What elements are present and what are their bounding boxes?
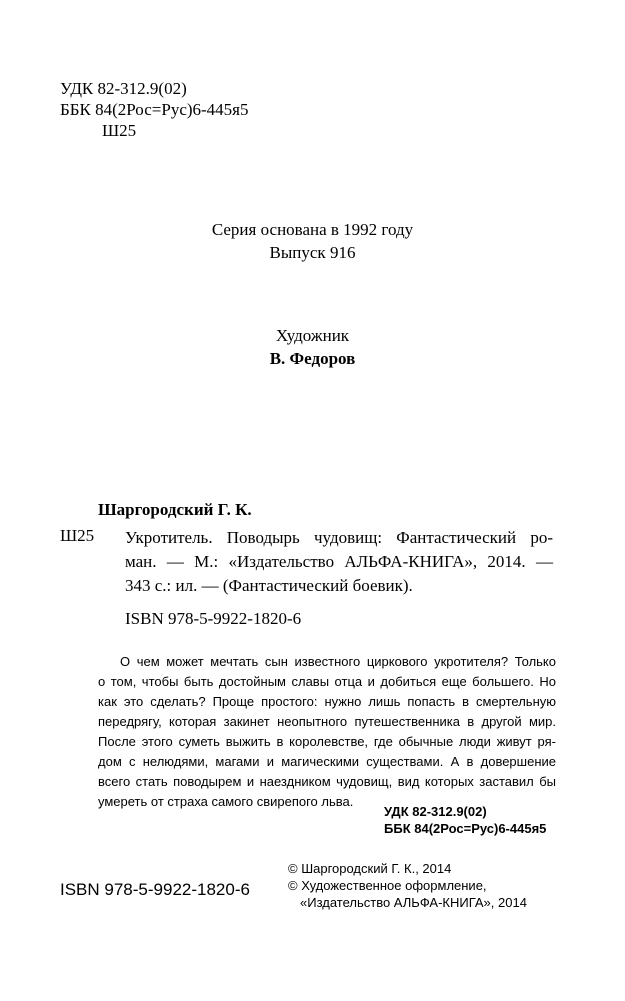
bbk-code: ББК 84(2Рос=Рус)6-445я5 [60, 100, 249, 119]
bib-description [125, 526, 553, 598]
annotation-line: передрягу, которая закинет неопытного путешественника в другой мир. [98, 714, 556, 729]
bib-line: 343 с.: ил. — (Фантастический боевик). [125, 576, 413, 595]
series-founded: Серия основана в 1992 году [211, 220, 414, 239]
bib-line: Укротитель. Поводырь чудовищ: Фантастический ро- [125, 528, 553, 547]
bbk-code-bottom: ББК 84(2Рос=Рус)6-445я5 [384, 821, 547, 836]
bib-line: ман. — М.: «Издательство АЛЬФА-КНИГА», 2014. — [125, 552, 553, 571]
bib-author-mark: Ш25 [60, 526, 95, 545]
bib-author: Шаргородский Г. К. [98, 500, 252, 519]
annotation-line: умереть от страха самого свирепого льва. [98, 794, 354, 809]
bib-isbn: ISBN 978-5-9922-1820-6 [125, 609, 302, 628]
annotation-line: как это сделать? Проще простого: нужно лишь попасть в смертельную [98, 694, 556, 709]
artist-label: Художник [275, 326, 350, 345]
annotation-line: После этого суметь выжить в королевстве, где обычные люди живут ря- [98, 734, 556, 749]
annotation-line: дом с нелюдями, магами и магическими существами. А в довершение [98, 754, 556, 769]
copyright-author: © Шаргородский Г. К., 2014 [288, 861, 452, 876]
author-mark: Ш25 [102, 121, 137, 140]
series-issue: Выпуск 916 [269, 243, 356, 262]
annotation [98, 652, 556, 812]
isbn-bottom: ISBN 978-5-9922-1820-6 [60, 880, 250, 899]
annotation-line: всего стать поводырем и наездником чудовищ, вид которых заставил бы [98, 774, 556, 789]
copyright-publisher: «Издательство АЛЬФА-КНИГА», 2014 [300, 895, 527, 910]
udk-code: УДК 82-312.9(02) [60, 79, 187, 98]
annotation-line: О чем может мечтать сын известного циркового укротителя? Только [120, 654, 556, 669]
artist-name: В. Федоров [269, 349, 356, 368]
udk-code-bottom: УДК 82-312.9(02) [384, 804, 487, 819]
annotation-line: о том, чтобы быть достойным славы отца и добиться еще большего. Но [98, 674, 556, 689]
copyright-design: © Художественное оформление, [288, 878, 487, 893]
